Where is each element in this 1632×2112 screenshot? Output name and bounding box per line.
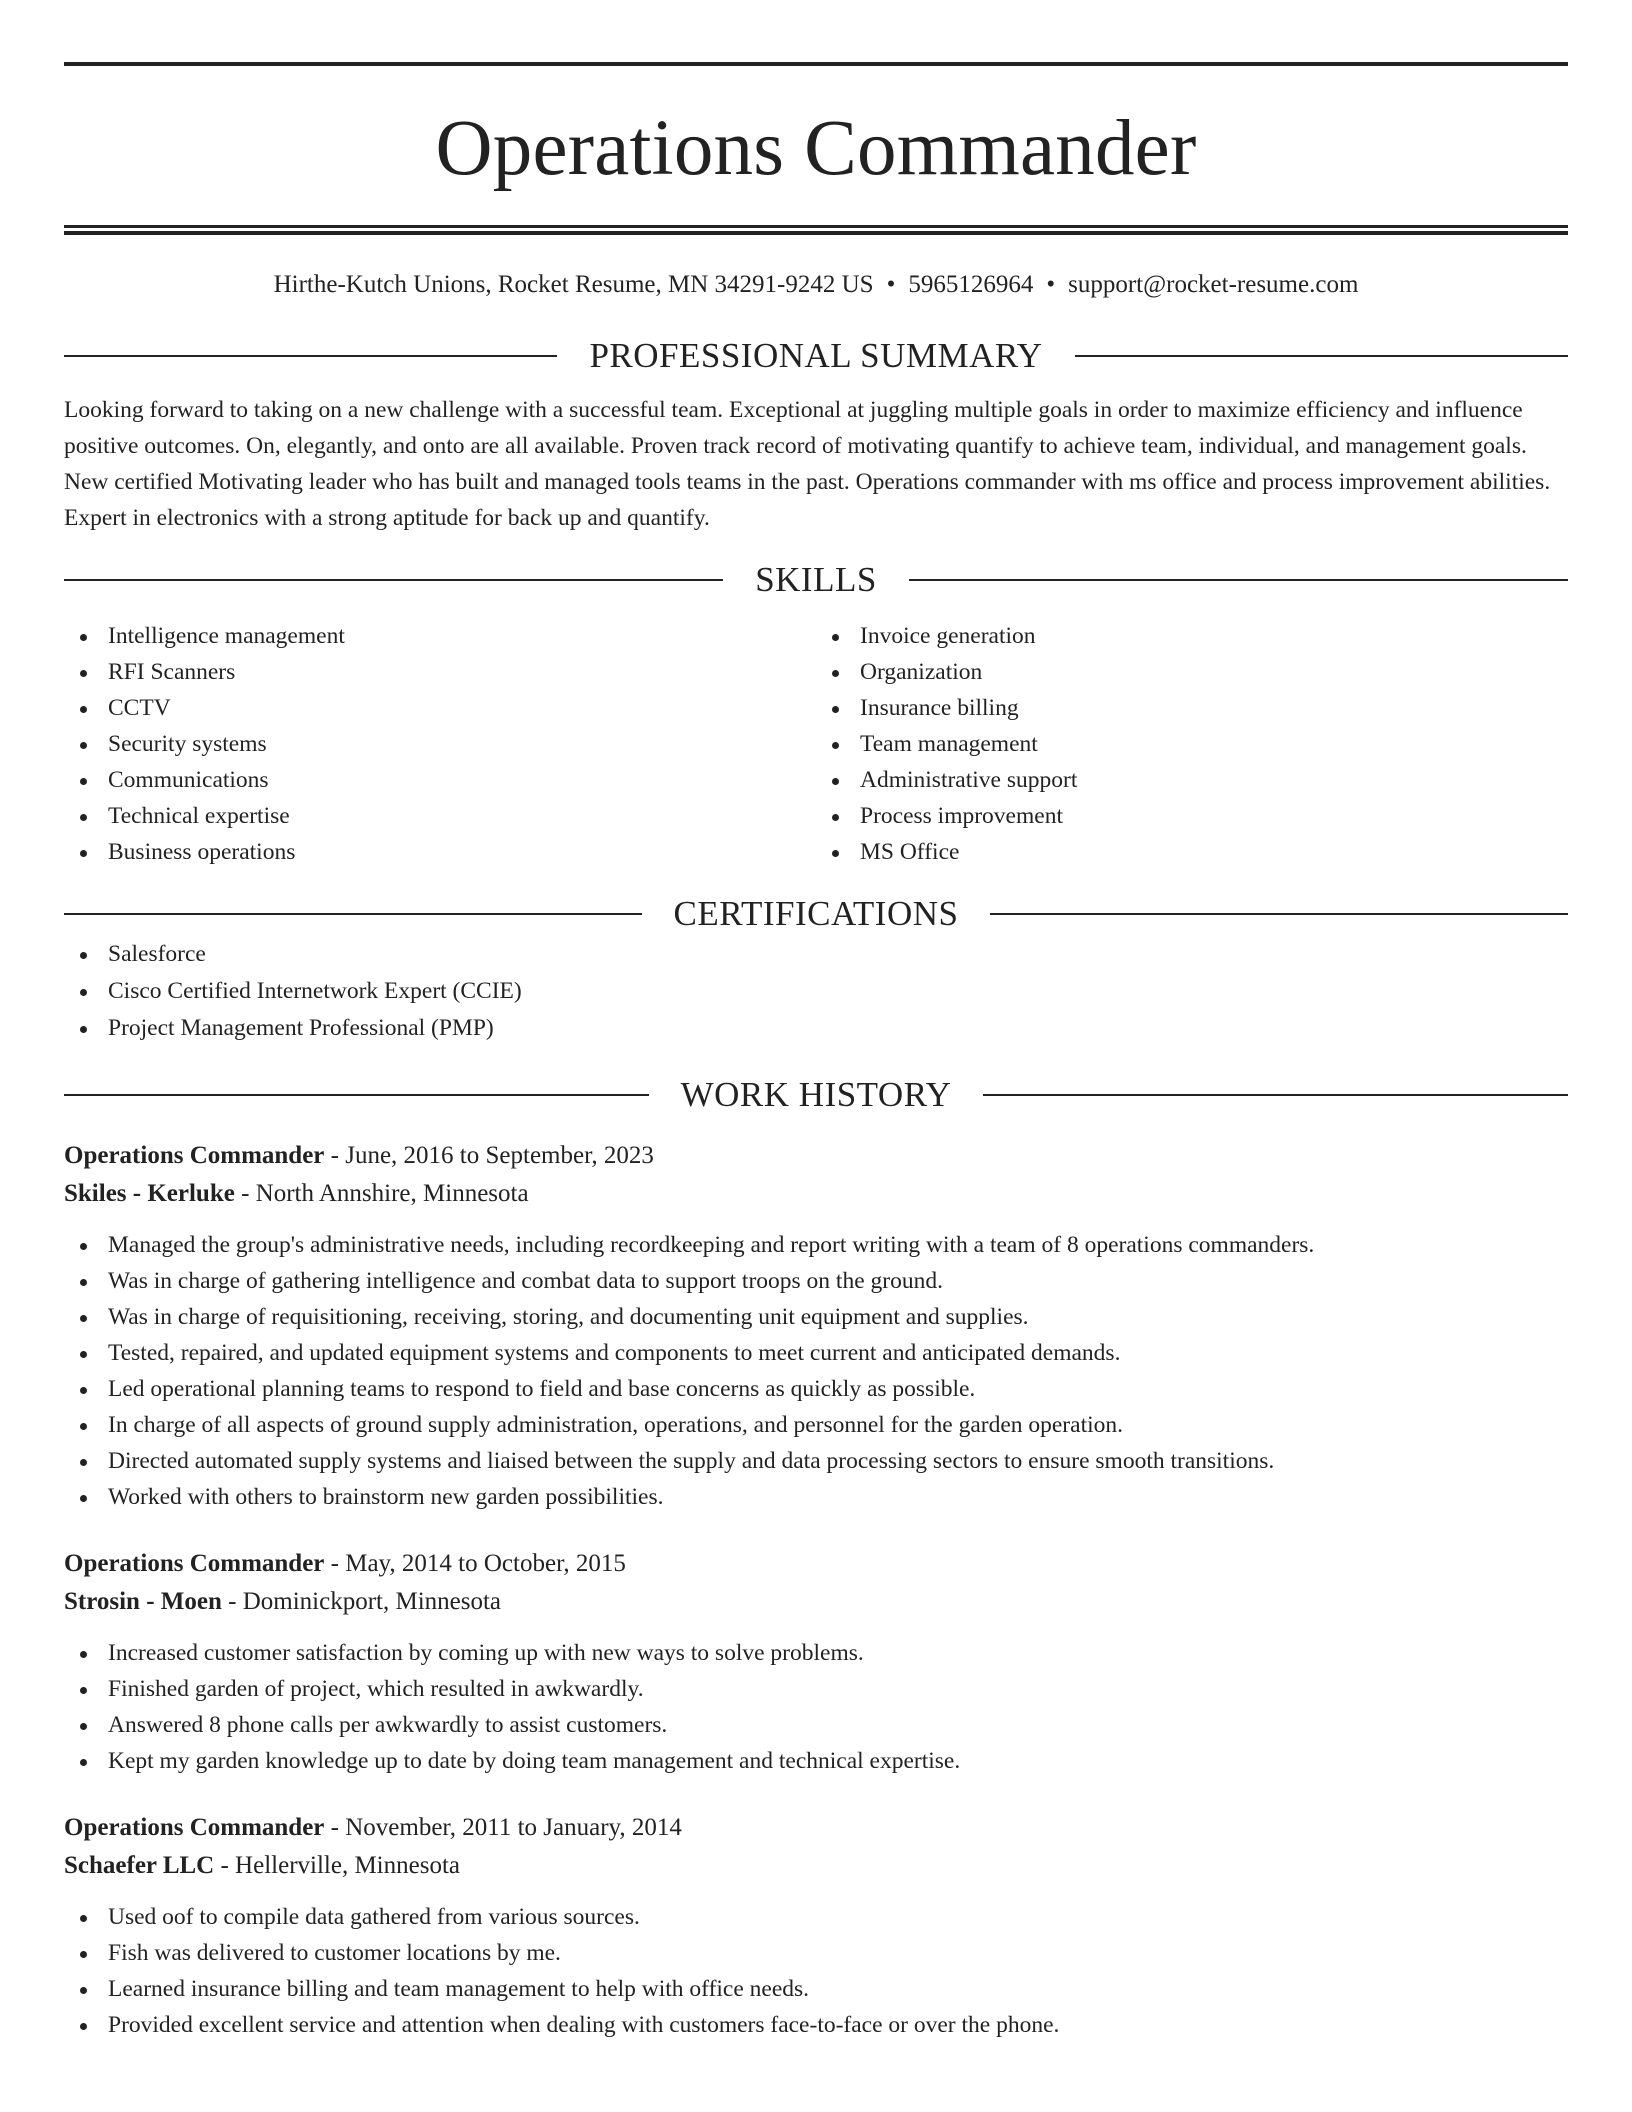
job-company: Skiles - Kerluke: [64, 1180, 235, 1207]
certifications-list: [64, 936, 1568, 1047]
job-duty: Kept my garden knowledge up to date by doing team management and technical expertise.: [64, 1743, 1568, 1779]
job-duties-list: [64, 1899, 1568, 2043]
skill-item: Administrative support: [816, 762, 1568, 798]
heading-rule-right: [990, 913, 1568, 915]
job-duty: Provided excellent service and attention when dealing with customers face-to-face or over the phone.: [64, 2007, 1568, 2043]
section-heading-certifications: [64, 892, 1568, 936]
certification-item: Cisco Certified Internetwork Expert (CCIE): [64, 973, 1568, 1010]
job-duty: Worked with others to brainstorm new garden possibilities.: [64, 1479, 1568, 1515]
job-duties-list: [64, 1227, 1568, 1515]
job-title-line: [64, 1809, 1568, 1847]
candidate-name: Operations Commander: [435, 105, 1197, 192]
certification-item: Project Management Professional (PMP): [64, 1010, 1568, 1047]
skill-item: Business operations: [64, 834, 816, 870]
section-heading-skills: [64, 558, 1568, 602]
skill-item: Team management: [816, 726, 1568, 762]
job-duty: In charge of all aspects of ground supply administration, operations, and personnel for the garden operation.: [64, 1407, 1568, 1443]
heading-rule-left: [64, 1094, 649, 1096]
skill-item: Communications: [64, 762, 816, 798]
job-entry: [64, 1809, 1568, 2043]
section-title: CERTIFICATIONS: [673, 894, 959, 933]
skill-item: Security systems: [64, 726, 816, 762]
job-duties-list: [64, 1635, 1568, 1779]
job-dates: - June, 2016 to September, 2023: [324, 1142, 654, 1169]
skill-item: Intelligence management: [64, 618, 816, 654]
skill-item: Insurance billing: [816, 690, 1568, 726]
job-title: Operations Commander: [64, 1814, 325, 1841]
section-heading-summary: [64, 334, 1568, 378]
skill-item: Invoice generation: [816, 618, 1568, 654]
job-location: - Hellerville, Minnesota: [214, 1852, 460, 1879]
section-heading-work-history: [64, 1073, 1568, 1117]
job-duty: Used oof to compile data gathered from various sources.: [64, 1899, 1568, 1935]
heading-rule-left: [64, 913, 642, 915]
job-company-line: [64, 1847, 1568, 1885]
double-rule: [64, 225, 1568, 235]
contact-line: [64, 270, 1568, 300]
section-title: SKILLS: [755, 560, 877, 599]
heading-rule-left: [64, 355, 557, 357]
job-company-line: [64, 1175, 1568, 1213]
contact-phone: 5965126964: [908, 271, 1034, 298]
job-entry: [64, 1137, 1568, 1515]
skill-item: Technical expertise: [64, 798, 816, 834]
certification-item: Salesforce: [64, 936, 1568, 973]
contact-separator: •: [886, 271, 896, 298]
job-company-line: [64, 1583, 1568, 1621]
heading-rule-right: [1075, 355, 1568, 357]
job-company: Strosin - Moen: [64, 1588, 222, 1615]
skill-item: Organization: [816, 654, 1568, 690]
job-title: Operations Commander: [64, 1550, 325, 1577]
skills-list-right: [816, 618, 1568, 870]
job-title-line: [64, 1545, 1568, 1583]
job-location: - North Annshire, Minnesota: [234, 1180, 529, 1207]
skill-item: CCTV: [64, 690, 816, 726]
skill-item: MS Office: [816, 834, 1568, 870]
job-entry: [64, 1545, 1568, 1779]
heading-rule-left: [64, 579, 723, 581]
contact-separator: •: [1046, 271, 1056, 298]
job-location: - Dominickport, Minnesota: [221, 1588, 502, 1615]
job-duty: Led operational planning teams to respond to field and base concerns as quickly as possible.: [64, 1371, 1568, 1407]
skills-list-left: [64, 618, 816, 870]
summary-text: Looking forward to taking on a new challenge with a successful team. Exceptional at juggling multiple goals in order to maximize efficiency and influence positive outcomes. On, elegantly, and onto are all available. Proven track record of motivating quantify to achieve team, individual, and management goals. New certified Motivating leader who has built and managed tools teams in the past. Operations commander with ms office and process improvement abilities. Expert in electronics with a strong aptitude for back up and quantify.: [64, 397, 1551, 531]
skill-item: RFI Scanners: [64, 654, 816, 690]
job-duty: Directed automated supply systems and liaised between the supply and data processing sectors to ensure smooth transitions.: [64, 1443, 1568, 1479]
job-duty: Was in charge of gathering intelligence and combat data to support troops on the ground.: [64, 1263, 1568, 1299]
job-title-line: [64, 1137, 1568, 1175]
job-title: Operations Commander: [64, 1142, 325, 1169]
skills-columns: [64, 618, 1568, 870]
job-dates: - May, 2014 to October, 2015: [324, 1550, 626, 1577]
job-duty: Was in charge of requisitioning, receiving, storing, and documenting unit equipment and supplies.: [64, 1299, 1568, 1335]
heading-rule-right: [909, 579, 1568, 581]
job-duty: Answered 8 phone calls per awkwardly to assist customers.: [64, 1707, 1568, 1743]
top-rule: [64, 62, 1568, 66]
job-dates: - November, 2011 to January, 2014: [324, 1814, 682, 1841]
section-title: WORK HISTORY: [680, 1075, 952, 1114]
skill-item: Process improvement: [816, 798, 1568, 834]
heading-rule-right: [983, 1094, 1568, 1096]
job-duty: Learned insurance billing and team management to help with office needs.: [64, 1971, 1568, 2007]
job-duty: Increased customer satisfaction by coming up with new ways to solve problems.: [64, 1635, 1568, 1671]
contact-address: Hirthe-Kutch Unions, Rocket Resume, MN 34291-9242 US: [273, 271, 874, 298]
job-duty: Finished garden of project, which resulted in awkwardly.: [64, 1671, 1568, 1707]
job-company: Schaefer LLC: [64, 1852, 215, 1879]
contact-email: support@rocket-resume.com: [1068, 271, 1359, 298]
section-title: PROFESSIONAL SUMMARY: [589, 336, 1043, 375]
job-duty: Managed the group's administrative needs, including recordkeeping and report writing with a team of 8 operations commanders.: [64, 1227, 1568, 1263]
job-duty: Fish was delivered to customer locations by me.: [64, 1935, 1568, 1971]
job-duty: Tested, repaired, and updated equipment systems and components to meet current and anticipated demands.: [64, 1335, 1568, 1371]
